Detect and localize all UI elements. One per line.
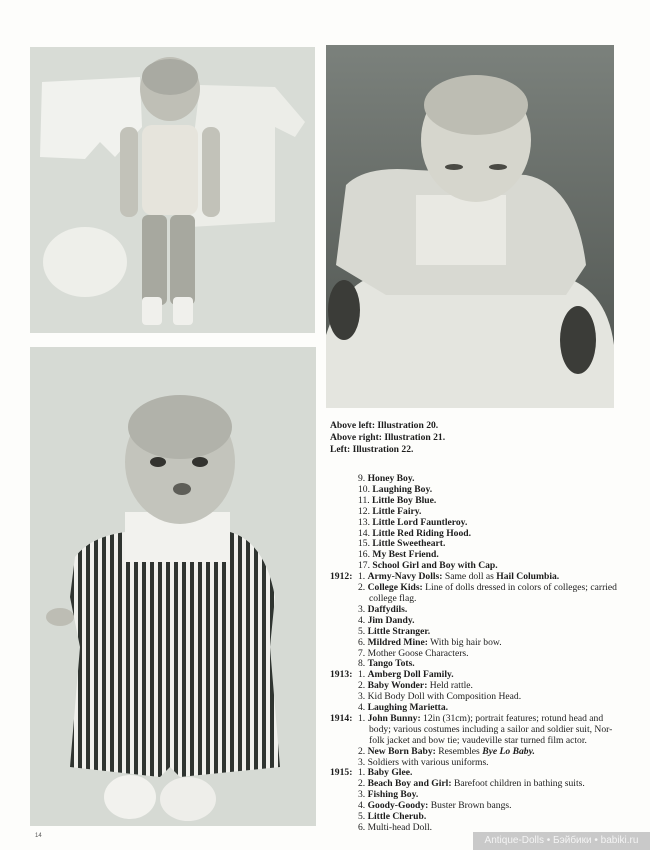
list-item bbox=[330, 714, 635, 747]
year-label bbox=[330, 616, 358, 627]
year-label: 1912: bbox=[330, 571, 353, 583]
doll-description: Multi-head Doll. bbox=[367, 822, 433, 833]
doll-name: Goody-Goody: bbox=[367, 800, 429, 812]
watermark: Antique-Dolls • Бэйбики • babiki.ru bbox=[473, 832, 650, 850]
item-number: 6. bbox=[358, 636, 368, 648]
year-label bbox=[330, 638, 358, 649]
item-number: 1. bbox=[358, 669, 368, 681]
doll-description: Buster Brown bangs. bbox=[428, 800, 512, 812]
doll-description: 12in (31cm); portrait features; rotund head and bbox=[420, 712, 604, 724]
doll-name: New Born Baby: bbox=[367, 745, 436, 757]
year-label bbox=[330, 790, 358, 801]
item-number: 16. bbox=[358, 549, 373, 561]
caption-left: Left: Illustration 22. bbox=[330, 443, 414, 455]
doll-reference: Bye Lo Baby. bbox=[482, 745, 535, 757]
doll-name: Baby Wonder: bbox=[367, 680, 428, 692]
doll-name: Baby Glee. bbox=[367, 767, 413, 779]
year-label bbox=[330, 747, 358, 758]
doll-name: Honey Boy. bbox=[367, 473, 415, 484]
photo-captions bbox=[330, 420, 630, 455]
doll-name: College Kids: bbox=[367, 582, 423, 594]
year-label bbox=[330, 649, 358, 660]
doll-name: Little Boy Blue. bbox=[372, 494, 437, 506]
doll-description: Resembles bbox=[435, 745, 483, 757]
doll-description-continued: folk jacket and bow tie; vaudeville star turned film actor. bbox=[369, 734, 587, 746]
doll-name: Laughing Marietta. bbox=[367, 702, 449, 714]
year-label bbox=[330, 779, 358, 790]
item-number: 3. bbox=[358, 789, 368, 801]
doll-name: Little Stranger. bbox=[367, 625, 431, 637]
item-number: 4. bbox=[358, 702, 368, 714]
list-item bbox=[330, 583, 635, 605]
year-label bbox=[330, 507, 358, 518]
item-number: 14. bbox=[358, 527, 373, 539]
doll-name: Jim Dandy. bbox=[367, 614, 415, 626]
item-number: 4. bbox=[358, 614, 368, 626]
page-number: 14 bbox=[35, 833, 42, 839]
year-label bbox=[330, 627, 358, 638]
caption-above-left: Above left: Illustration 20. bbox=[330, 420, 439, 431]
year-label bbox=[330, 485, 358, 496]
item-number: 2. bbox=[358, 582, 368, 594]
year-label: 1913: bbox=[330, 669, 353, 681]
item-number: 6. bbox=[358, 822, 368, 833]
item-number: 2. bbox=[358, 680, 368, 692]
item-number: 17. bbox=[358, 560, 373, 572]
doll-name: Little Sweetheart. bbox=[372, 538, 446, 550]
doll-description: Line of dolls dressed in colors of colleges; carried bbox=[422, 582, 617, 594]
doll-name: Amberg Doll Family. bbox=[367, 669, 454, 681]
doll-list bbox=[330, 474, 635, 834]
doll-name: Little Cherub. bbox=[367, 811, 427, 823]
doll-description: Kid Body Doll with Composition Head. bbox=[367, 691, 522, 703]
year-label bbox=[330, 529, 358, 540]
year-label bbox=[330, 550, 358, 561]
doll-name: Fishing Boy. bbox=[367, 789, 419, 801]
doll-description: Same doll as bbox=[442, 571, 497, 583]
item-number: 2. bbox=[358, 745, 368, 757]
doll-name: Little Fairy. bbox=[372, 505, 422, 517]
item-number: 7. bbox=[358, 647, 368, 659]
doll-name: Mildred Mine: bbox=[367, 636, 428, 648]
year-label bbox=[330, 583, 358, 605]
year-label bbox=[330, 823, 358, 834]
doll-description: Mother Goose Characters. bbox=[367, 647, 469, 659]
caption-above-right: Above right: Illustration 21. bbox=[330, 431, 446, 443]
item-number: 13. bbox=[358, 516, 373, 528]
item-number: 3. bbox=[358, 691, 368, 703]
item-number: 5. bbox=[358, 811, 368, 823]
year-label bbox=[330, 539, 358, 550]
doll-with-clothes-image bbox=[30, 47, 315, 333]
year-label bbox=[330, 518, 358, 529]
item-number: 3. bbox=[358, 603, 368, 615]
year-label bbox=[330, 681, 358, 692]
year-label bbox=[330, 812, 358, 823]
item-number: 1. bbox=[358, 571, 368, 583]
item-number: 9. bbox=[358, 473, 368, 484]
doll-name: Beach Boy and Girl: bbox=[367, 778, 452, 790]
year-label: 1915: bbox=[330, 767, 353, 779]
item-number: 15. bbox=[358, 538, 373, 550]
year-label bbox=[330, 605, 358, 616]
doll-name: John Bunny: bbox=[367, 712, 421, 724]
doll-name: School Girl and Boy with Cap. bbox=[372, 560, 498, 572]
item-number: 10. bbox=[358, 483, 373, 495]
striped-romper-doll-image bbox=[30, 347, 316, 826]
doll-name: My Best Friend. bbox=[372, 549, 439, 561]
doll-reference: Hail Columbia. bbox=[496, 571, 560, 583]
seated-baby-doll-image bbox=[326, 45, 614, 408]
year-label bbox=[330, 692, 358, 703]
doll-description: Held rattle. bbox=[427, 680, 473, 692]
doll-name: Army-Navy Dolls: bbox=[367, 571, 443, 583]
year-label bbox=[330, 801, 358, 812]
photo-illustration-20 bbox=[30, 47, 315, 333]
item-number: 3. bbox=[358, 756, 368, 768]
doll-name: Daffydils. bbox=[367, 603, 408, 615]
item-number: 8. bbox=[358, 658, 368, 670]
item-number: 4. bbox=[358, 800, 368, 812]
item-number: 11. bbox=[358, 494, 373, 506]
year-label: 1914: bbox=[330, 712, 353, 724]
item-number: 2. bbox=[358, 778, 368, 790]
item-number: 12. bbox=[358, 505, 373, 517]
doll-name: Little Red Riding Hood. bbox=[372, 527, 472, 539]
doll-description: With big hair bow. bbox=[427, 636, 502, 648]
doll-description: Soldiers with various uniforms. bbox=[367, 756, 489, 768]
doll-description: Barefoot children in bathing suits. bbox=[451, 778, 585, 790]
doll-name: Little Lord Fauntleroy. bbox=[372, 516, 468, 528]
doll-name: Laughing Boy. bbox=[372, 483, 433, 495]
year-label bbox=[330, 496, 358, 507]
doll-description-continued: body; various costumes including a sailor and soldier suit, Nor- bbox=[369, 723, 613, 735]
photo-illustration-22 bbox=[30, 347, 316, 826]
item-number: 5. bbox=[358, 625, 368, 637]
item-number: 1. bbox=[358, 712, 368, 724]
year-label bbox=[330, 474, 358, 485]
doll-description-continued: college flag. bbox=[369, 592, 417, 604]
item-number: 1. bbox=[358, 767, 368, 779]
doll-name: Tango Tots. bbox=[367, 658, 415, 670]
photo-illustration-21 bbox=[326, 45, 614, 408]
